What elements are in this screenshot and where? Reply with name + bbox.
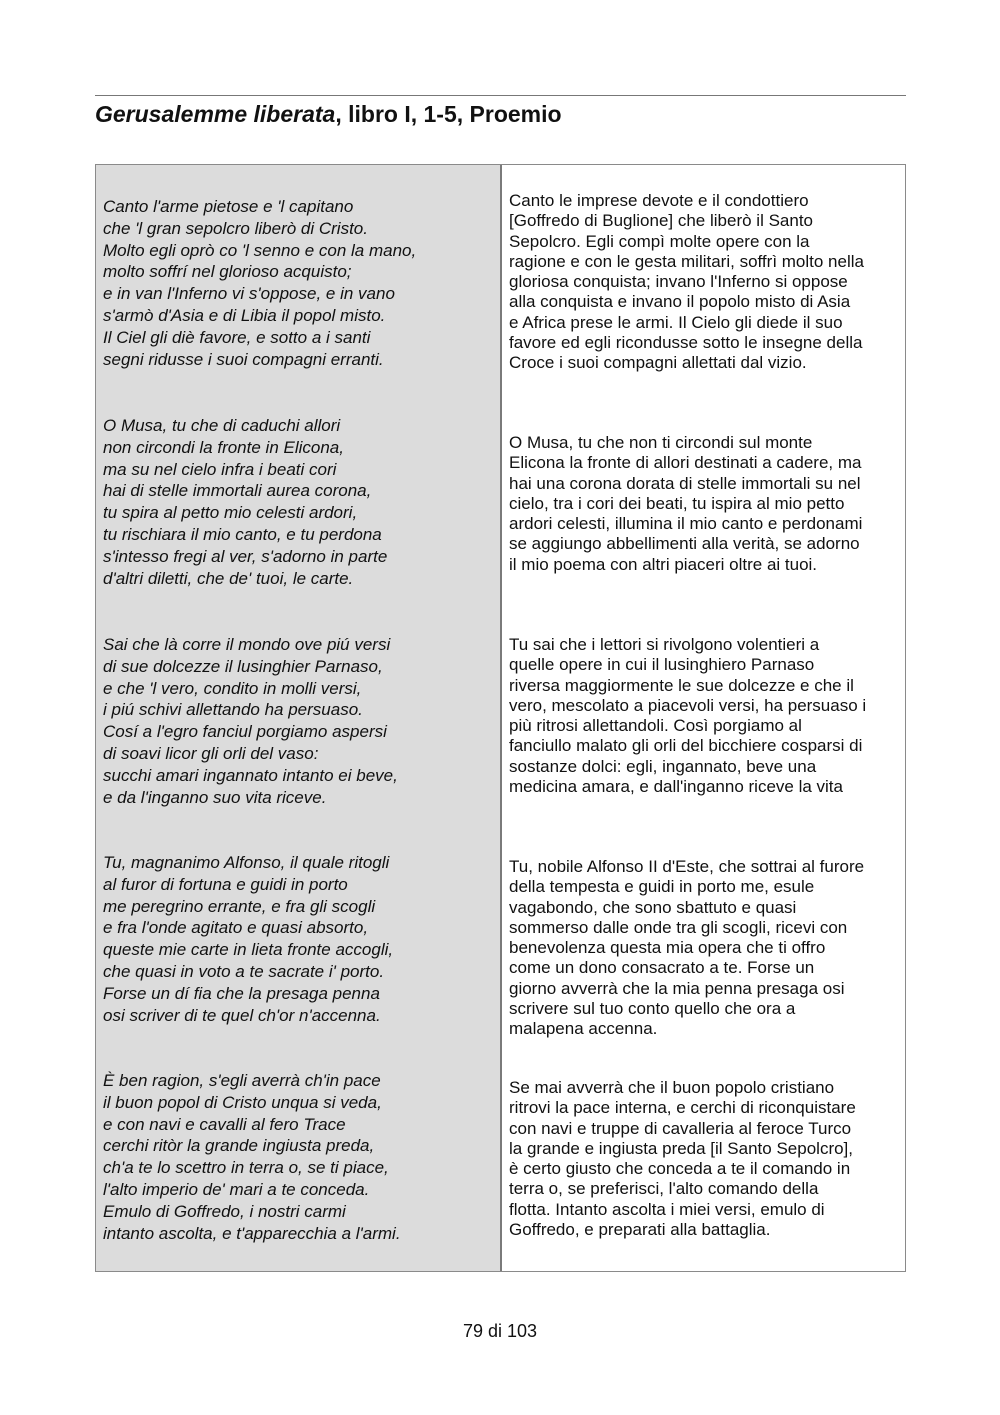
- page-title: [95, 101, 562, 128]
- stanza-original-4: Tu, magnanimo Alfonso, il quale ritogli al furor di fortuna e guidi in porto me peregrino errante, e fra gli scogli e fra l'onde agitato e quasi absorto, queste mie carte in lieta fronte accogli, che quasi in voto a te sacrate i' porto. Forse un dí fia che la presaga penna osi scriver di te quel ch'or n'accenna.: [103, 853, 394, 1025]
- stanza-original-2: O Musa, tu che di caduchi allori non circondi la fronte in Elicona, ma su nel cielo infra i beati cori hai di stelle immortali aurea corona, tu spira al petto mio celesti ardori, tu rischiara il mio canto, e tu perdona s'intesso fregi al ver, s'adorno in parte d'altri diletti, che de' tuoi, le carte.: [103, 416, 388, 588]
- stanza-paraphrase-2: O Musa, tu che non ti circondi sul monte Elicona la fronte di allori destinati a cadere, ma hai una corona dorata di stelle immortali su nel cielo, tra i cori dei beati, tu ispira al mio petto ardori celesti, illumina il mio canto e perdonami se aggiungo abbellimenti alla verità, se adorno il mio poema con altri piaceri oltre ai tuoi.: [509, 433, 863, 574]
- stanza-original-5: È ben ragion, s'egli averrà ch'in pace il buon popol di Cristo unqua si veda, e con navi e cavalli al fero Trace cerchi ritòr la grande ingiusta preda, ch'a te lo scettro in terra o, se ti piace, l'alto imperio de' mari a te conceda. Emulo di Goffredo, i nostri carmi intanto ascolta, e t'apparecchia a l'armi.: [103, 1071, 401, 1243]
- text-table: [95, 164, 906, 1272]
- stanza-paraphrase-3: Tu sai che i lettori si rivolgono volentieri a quelle opere in cui il lusinghiero Parnaso riversa maggiormente le sue dolcezze e che il vero, mescolato a piacevoli versi, ha persuaso i più ritrosi allettandoli. Così porgiamo al fanciullo malato gli orli del bicchiere cosparsi di sostanze dolci: egli, ingannato, beve una medicina amara, e dall'inganno riceve la vita: [509, 635, 867, 797]
- stanza-original-3: Sai che là corre il mondo ove piú versi di sue dolcezze il lusinghier Parnaso, e che 'l vero, condito in molli versi, i piú schivi allettando ha persuaso. Cosí a l'egro fanciul porgiamo aspersi di soavi licor gli orli del vaso: succhi amari ingannato intanto ei beve, e da l'inganno suo vita riceve.: [103, 635, 398, 807]
- page-number: 79 di 103: [462, 1321, 538, 1341]
- stanza-paraphrase-1: Canto le imprese devote e il condottiero [Goffredo di Buglione] che liberò il Santo Sepolcro. Egli compì molte opere con la ragione e con le gesta militari, soffrì molto nella gloriosa conquista; invano l'Inferno si oppose alla conquista e invano il popolo misto di Asia e Africa prese le armi. Il Cielo gli diede il suo favore ed egli ricondusse sotto le insegne della Croce i suoi compagni allettati dal vizio.: [509, 191, 864, 373]
- header-rule: [95, 95, 906, 96]
- original-text-column: [96, 165, 502, 1271]
- stanza-paraphrase-4: Tu, nobile Alfonso II d'Este, che sottrai al furore della tempesta e guidi in porto me, esule vagabondo, che sono sbattuto e quasi sommerso dalle onde tra gli scogli, ricevi con benevolenza questa mia opera che ti offro come un dono consacrato a te. Forse un giorno avverrà che la mia penna presaga osi scrivere sul tuo conto quello che ora a malapena accenna.: [509, 857, 865, 1039]
- work-title: Gerusalemme liberata: [95, 101, 336, 127]
- paraphrase-column: [502, 165, 905, 1271]
- title-subtitle: , libro I, 1-5, Proemio: [335, 101, 562, 127]
- stanza-original-1: Canto l'arme pietose e 'l capitano che 'l gran sepolcro liberò di Cristo. Molto egli oprò co 'l senno e con la mano, molto soffrí nel glorioso acquisto; e in van l'Inferno vi s'oppose, e in vano s'armò d'Asia e di Libia il popol misto. Il Ciel gli diè favore, e sotto a i santi segni ridusse i suoi compagni erranti.: [103, 197, 417, 369]
- stanza-paraphrase-5: Se mai avverrà che il buon popolo cristiano ritrovi la pace interna, e cerchi di riconquistare con navi e truppe di cavalleria al feroce Turco la grande e ingiusta preda [il Santo Sepolcro], è certo giusto che conceda a te il comando in terra o, se preferisci, l'alto comando della flotta. Intanto ascolta i miei versi, emulo di Goffredo, e preparati alla battaglia.: [509, 1078, 856, 1240]
